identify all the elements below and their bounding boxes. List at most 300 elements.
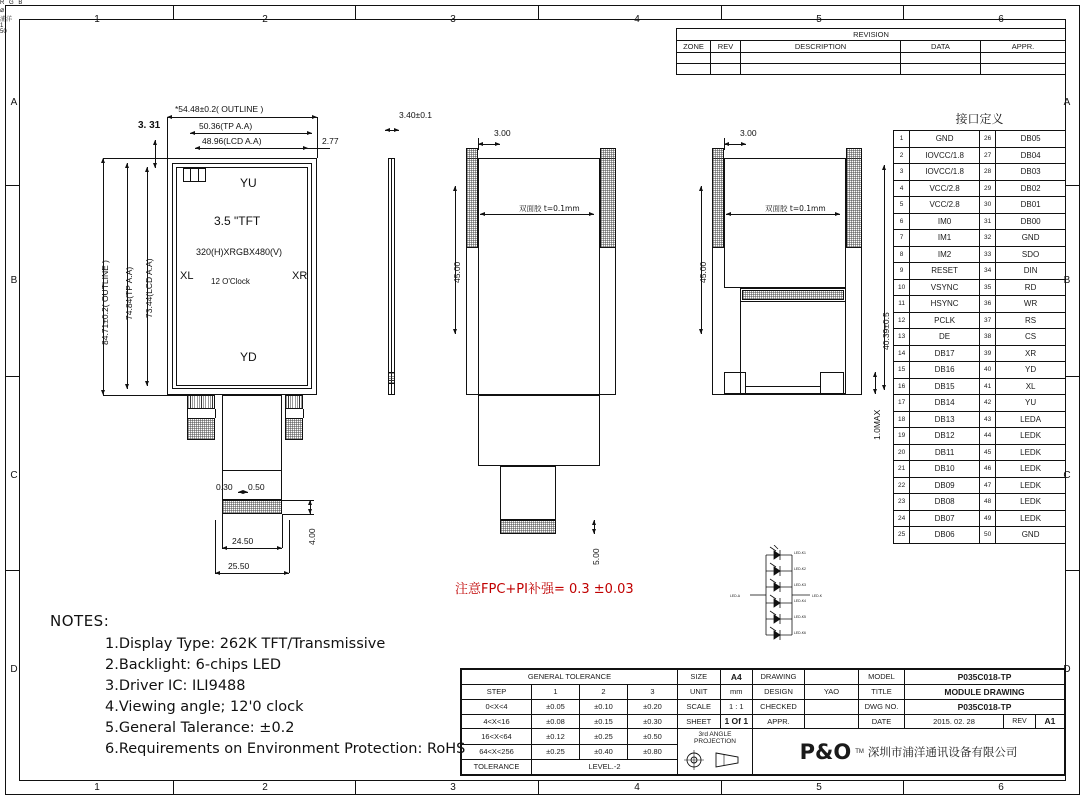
dim-fpc-pitch-symbol: ⌀ (0, 7, 5, 14)
pin-number: 29 (979, 180, 995, 197)
front-panel-title: 3.5 "TFT (214, 214, 261, 228)
dim-back2-tape-note-line (726, 214, 840, 215)
pin-name: DB17 (910, 345, 980, 362)
pin-name: YD (996, 362, 1066, 379)
tb-tol-val: ±0.25 (580, 729, 628, 744)
dim-back2-max-line (875, 372, 876, 394)
pin-number: 30 (979, 197, 995, 214)
zone-right-a: A (1063, 97, 1071, 108)
zone-bottom-3: 3 (450, 782, 456, 793)
pin-name: DB10 (910, 461, 980, 478)
pin-number: 41 (979, 378, 995, 395)
dim-back2-max: 1.0MAX (872, 409, 882, 440)
table-row (894, 494, 1066, 511)
projection-symbol (680, 749, 750, 773)
dim-back1-height: 45.00 (452, 261, 462, 283)
front-tail-edge (285, 409, 286, 418)
zone-bottom-4: 4 (634, 782, 640, 793)
dim-tp-aa-height: 74.84(TP A.A) (124, 266, 134, 320)
pin-name: DB00 (996, 213, 1066, 230)
pin-number: 34 (979, 263, 995, 280)
pin-name: DB01 (996, 197, 1066, 214)
pin-name: DE (910, 329, 980, 346)
revision-cell (741, 53, 901, 64)
tb-drawing-label: DRAWING (753, 670, 805, 685)
company-name: 深圳市浦洋通讯设备有限公司 (867, 744, 1018, 759)
pin-name: DB05 (996, 131, 1066, 148)
pin-number: 21 (894, 461, 910, 478)
revision-header-data: DATA (901, 41, 981, 53)
tb-unit-value: mm (720, 684, 753, 699)
table-row (894, 296, 1066, 313)
tb-tol-val: ±0.15 (580, 714, 628, 729)
ext-line (478, 138, 479, 150)
table-row (894, 246, 1066, 263)
back2-tape-left (712, 148, 724, 248)
table-row (894, 395, 1066, 412)
back2-connector-pins (742, 290, 844, 300)
pin-table-caption: 接口定义 (955, 112, 1004, 126)
dim-back2-height-line (701, 186, 702, 334)
back1-inner-panel (478, 158, 600, 396)
table-row (894, 230, 1066, 247)
pin-name: IM0 (910, 213, 980, 230)
revision-title: REVISION (677, 29, 1066, 41)
tb-tol-val: ±0.12 (532, 729, 580, 744)
dim-fpc-w2-line (215, 573, 289, 574)
revision-cell (711, 64, 741, 75)
front-rgb-pin-block (183, 168, 206, 182)
frame-tick (903, 5, 904, 19)
pin-name: LEDK (996, 494, 1066, 511)
tb-design-value: YAO (805, 684, 859, 699)
pin-number: 2 (894, 147, 910, 164)
zone-bottom-5: 5 (816, 782, 822, 793)
pin-name: VCC/2.8 (910, 180, 980, 197)
dim-tp-aa-width: 50.36(TP A.A) (199, 121, 253, 131)
pin-name: GND (996, 230, 1066, 247)
dim-tp-aa-width-line (190, 133, 312, 134)
notes-heading: NOTES: (50, 612, 110, 630)
pin-name: DB03 (996, 164, 1066, 181)
dim-lcd-aa-width-line (195, 148, 308, 149)
tb-size-label: SIZE (678, 670, 721, 685)
interface-definition-table (893, 110, 1066, 544)
svg-text:LED-K1: LED-K1 (794, 551, 806, 555)
zone-top-5: 5 (816, 14, 822, 25)
svg-text:LED-K: LED-K (812, 594, 822, 598)
back1-tape-right (600, 148, 616, 248)
zone-top-2: 2 (262, 14, 268, 25)
pin-name: LEDK (996, 477, 1066, 494)
svg-text:LED-K6: LED-K6 (794, 631, 806, 635)
revision-cell (677, 53, 711, 64)
svg-text:LED-K2: LED-K2 (794, 567, 806, 571)
pin-name: LEDK (996, 461, 1066, 478)
dim-lcd-aa-height: 73.44(LCD A.A) (144, 258, 154, 318)
tb-tol-val: ±0.20 (628, 699, 678, 714)
dim-fpc-pitch-line (238, 492, 248, 493)
front-label-xr: XR (292, 270, 308, 282)
led-chain-svg (730, 545, 850, 655)
tb-appr-value (805, 714, 859, 729)
frame-tick (173, 781, 174, 795)
fpc-reinforcement-note: 注意FPC+PI补强= 0.3 ±0.03 (455, 582, 634, 597)
pin-number: 16 (894, 378, 910, 395)
dim-fpc-height: 4.00 (307, 528, 317, 545)
dim-back1-height-line (455, 186, 456, 334)
pin-name: DB06 (910, 527, 980, 544)
table-row (894, 197, 1066, 214)
back2-tape-note: 双面胶 t=0.1mm (765, 204, 826, 213)
pin-name: SDO (996, 246, 1066, 263)
zone-bottom-1: 1 (94, 782, 100, 793)
pin-name: DB13 (910, 411, 980, 428)
pin-number: 28 (979, 164, 995, 181)
zone-right-d: D (1063, 664, 1071, 675)
pin-number: 19 (894, 428, 910, 445)
pin-number: 24 (894, 510, 910, 527)
table-row (894, 461, 1066, 478)
pin-name: VCC/2.8 (910, 197, 980, 214)
dim-back1-top: 3.00 (494, 128, 511, 138)
dim-back1-top-line (478, 144, 500, 145)
pin-number: 5 (894, 197, 910, 214)
note-item: 4.Viewing angle; 12'0 clock (105, 699, 304, 715)
revision-header-zone: ZONE (677, 41, 711, 53)
pin-number: 45 (979, 444, 995, 461)
svg-text:LED-K4: LED-K4 (794, 599, 806, 603)
pin-number: 12 (894, 312, 910, 329)
pin-name: DIN (996, 263, 1066, 280)
front-tail-edge (303, 409, 304, 418)
ext-line (103, 158, 167, 159)
frame-tick (355, 5, 356, 19)
revision-cell (677, 64, 711, 75)
frame-tick (721, 5, 722, 19)
pin-number: 14 (894, 345, 910, 362)
back2-inner-panel (724, 158, 846, 288)
zone-top-1: 1 (94, 14, 100, 25)
revision-header-description: DESCRIPTION (741, 41, 901, 53)
ext-line (317, 117, 318, 158)
front-panel-clock: 12 O'Clock (211, 277, 250, 286)
tb-level-value: LEVEL.-2 (532, 759, 678, 774)
pin-number: 43 (979, 411, 995, 428)
pin-number: 36 (979, 296, 995, 313)
back1-tape-note: 双面胶 t=0.1mm (519, 204, 580, 213)
back2-foot-right (820, 372, 844, 394)
tb-step-label: STEP (462, 684, 532, 699)
pin-number: 47 (979, 477, 995, 494)
tb-step-2: 2 (580, 684, 628, 699)
pin-name: VSYNC (910, 279, 980, 296)
zone-bottom-6: 6 (998, 782, 1004, 793)
pin-name: DB14 (910, 395, 980, 412)
revision-header-appr: APPR. (981, 41, 1066, 53)
brand-logo: P&O (799, 739, 852, 764)
front-left-fpc-tail (187, 418, 215, 440)
pin-number: 1 (894, 131, 910, 148)
ext-line (282, 500, 314, 501)
tb-tol-val: ±0.25 (532, 744, 580, 759)
frame-tick (1066, 570, 1080, 571)
pin-number: 39 (979, 345, 995, 362)
revision-cell (901, 64, 981, 75)
ext-line (215, 520, 216, 573)
front-fpc-contact-row (222, 500, 282, 514)
table-row (894, 147, 1066, 164)
dim-outline-width: *54.48±0.2( OUTLINE ) (175, 104, 264, 114)
tb-step-3: 3 (628, 684, 678, 699)
tb-dwg-value: P035C018-TP (905, 699, 1065, 714)
note-item: 3.Driver IC: ILI9488 (105, 678, 246, 694)
pin-number: 46 (979, 461, 995, 478)
tb-tol-range-3: 16<X<64 (462, 729, 532, 744)
pin-name: DB02 (996, 180, 1066, 197)
front-panel-resolution: 320(H)XRGBX480(V) (196, 247, 283, 257)
ext-line (167, 117, 168, 158)
pin-number: 50 (979, 527, 995, 544)
revision-cell (711, 53, 741, 64)
pin-number: 49 (979, 510, 995, 527)
pin-name: DB04 (996, 147, 1066, 164)
pin-name: LEDK (996, 444, 1066, 461)
tb-sheet-value: 1 Of 1 (720, 714, 753, 729)
tb-tolerance-label: TOLERANCE (462, 759, 532, 774)
ext-line (222, 514, 223, 548)
pin-name: IM1 (910, 230, 980, 247)
tb-tol-val: ±0.80 (628, 744, 678, 759)
dim-back1-bottom-line (594, 520, 595, 534)
front-label-yu: YU (240, 176, 257, 190)
tb-rev-label: REV (1004, 715, 1036, 729)
pin-name: DB09 (910, 477, 980, 494)
tb-title-value: MODULE DRAWING (905, 684, 1065, 699)
frame-tick (1066, 185, 1080, 186)
pin-name: LEDK (996, 428, 1066, 445)
pin-number: 8 (894, 246, 910, 263)
pin-number: 15 (894, 362, 910, 379)
zone-left-d: D (10, 664, 18, 675)
pin-name: WR (996, 296, 1066, 313)
front-tail-edge (215, 409, 216, 418)
pin-number: 33 (979, 246, 995, 263)
pin-name: CS (996, 329, 1066, 346)
tb-unit-label: UNIT (678, 684, 721, 699)
dim-fpc-pitch-1: 0.30 (216, 482, 233, 492)
pin-number: 38 (979, 329, 995, 346)
dim-back1-bottom: 5.00 (591, 548, 601, 565)
tb-size-value: A4 (720, 670, 753, 685)
note-item: 5.General Talerance: ±0.2 (105, 720, 295, 736)
table-row (894, 279, 1066, 296)
pin-name: DB08 (910, 494, 980, 511)
back2-foot-line (746, 386, 820, 387)
pin-name: HSYNC (910, 296, 980, 313)
back1-fpc-body (500, 466, 556, 520)
tb-date-text: 2015. 02. 28 (905, 715, 1004, 729)
svg-text:LED-K3: LED-K3 (794, 583, 806, 587)
pin-number: 18 (894, 411, 910, 428)
tb-projection-cell (678, 729, 753, 775)
front-left-pad (187, 395, 215, 409)
ext-line (289, 520, 290, 573)
tb-general-tolerance-label: GENERAL TOLERANCE (462, 670, 678, 685)
tb-drawing-value (805, 670, 859, 685)
tb-tol-val: ±0.08 (532, 714, 580, 729)
revision-cell (981, 53, 1066, 64)
tb-rev-value: A1 (1044, 716, 1056, 727)
back2-connector-pin1-label: 1 (0, 23, 4, 29)
pin-name: LEDK (996, 510, 1066, 527)
zone-bottom-2: 2 (262, 782, 268, 793)
table-row (894, 411, 1066, 428)
table-row (894, 362, 1066, 379)
tb-scale-label: SCALE (678, 699, 721, 714)
ext-line (103, 395, 187, 396)
pin-number: 17 (894, 395, 910, 412)
back2-foot-left (724, 372, 746, 394)
zone-top-3: 3 (450, 14, 456, 25)
ext-line (724, 138, 725, 150)
svg-text:LED-A: LED-A (730, 594, 740, 598)
frame-tick (5, 570, 19, 571)
dim-back2-right: 40.39±0.5 (881, 312, 891, 350)
zone-left-a: A (10, 97, 18, 108)
pin-number: 3 (894, 164, 910, 181)
pin-name: XR (996, 345, 1066, 362)
pin-number: 9 (894, 263, 910, 280)
dim-right-edge: 2.77 (322, 136, 339, 146)
pin-number: 48 (979, 494, 995, 511)
side-profile-center-line (391, 158, 392, 395)
pin-number: 23 (894, 494, 910, 511)
pin-number: 44 (979, 428, 995, 445)
front-rgb-labels: R G B (0, 0, 24, 6)
dim-top-edge: 3. 31 (138, 120, 161, 131)
pin-name: IM2 (910, 246, 980, 263)
zone-right-b: B (1063, 275, 1071, 286)
tb-dwg-label: DWG NO. (859, 699, 905, 714)
brand-tm: TM (855, 748, 864, 755)
note-item: 6.Requirements on Environment Protection: RoHS (105, 741, 466, 757)
dim-back2-top: 3.00 (740, 128, 757, 138)
tb-model-value: P035C018-TP (905, 670, 1065, 685)
revision-header-rev: REV (711, 41, 741, 53)
back2-tape-right (846, 148, 862, 248)
tb-design-label: DESIGN (753, 684, 805, 699)
pin-number: 7 (894, 230, 910, 247)
pin-number: 20 (894, 444, 910, 461)
frame-tick (173, 5, 174, 19)
back1-bottom-shape (478, 396, 600, 466)
ext-line (308, 148, 330, 149)
dim-side-thickness: 3.40±0.1 (399, 110, 433, 120)
zone-right-c: C (1063, 470, 1071, 481)
tb-date-label: DATE (859, 714, 905, 729)
tb-tol-range-4: 64<X<256 (462, 744, 532, 759)
frame-tick (538, 781, 539, 795)
dim-fpc-w1-line (222, 548, 282, 549)
front-label-yd: YD (240, 350, 257, 364)
revision-cell (981, 64, 1066, 75)
dim-fpc-w1: 24.50 (232, 536, 254, 546)
revision-table (676, 28, 1066, 76)
dim-back2-top-line (724, 144, 746, 145)
svg-text:LED-K5: LED-K5 (794, 615, 806, 619)
pin-name: LEDA (996, 411, 1066, 428)
table-row (894, 345, 1066, 362)
dim-top-edge-line (155, 140, 156, 168)
frame-tick (721, 781, 722, 795)
led-chain-diagram (730, 545, 850, 655)
pin-name: DB12 (910, 428, 980, 445)
tb-scale-value: 1 : 1 (720, 699, 753, 714)
pin-number: 13 (894, 329, 910, 346)
pin-number: 11 (894, 296, 910, 313)
pin-name: XL (996, 378, 1066, 395)
notes-block (50, 612, 465, 760)
table-row (894, 131, 1066, 148)
pin-name: RD (996, 279, 1066, 296)
pin-number: 32 (979, 230, 995, 247)
side-pad-region (388, 372, 395, 384)
pin-number: 31 (979, 213, 995, 230)
pin-number: 6 (894, 213, 910, 230)
frame-tick (355, 781, 356, 795)
table-row (894, 213, 1066, 230)
tb-checked-label: CHECKED (753, 699, 805, 714)
front-rgb-divider (190, 168, 191, 182)
pin-name: DB15 (910, 378, 980, 395)
tb-model-label: MODEL (859, 670, 905, 685)
dim-fpc-w2: 25.50 (228, 561, 250, 571)
pin-name: RS (996, 312, 1066, 329)
table-row (894, 312, 1066, 329)
zone-left-b: B (10, 275, 18, 286)
tb-tol-val: ±0.40 (580, 744, 628, 759)
table-row (894, 263, 1066, 280)
frame-tick (538, 5, 539, 19)
pin-number: 25 (894, 527, 910, 544)
back1-tape-left (466, 148, 478, 248)
tb-appr-label: APPR. (753, 714, 805, 729)
dim-side-thickness-line (385, 130, 399, 131)
pin-number: 26 (979, 131, 995, 148)
pin-name: PCLK (910, 312, 980, 329)
front-tail-edge (187, 409, 188, 418)
back2-connector-pin50-label: 50 (0, 29, 7, 35)
table-row (894, 428, 1066, 445)
zone-left-c: C (10, 470, 18, 481)
pin-number: 27 (979, 147, 995, 164)
front-rgb-divider (198, 168, 199, 182)
table-row (894, 510, 1066, 527)
pin-name: DB16 (910, 362, 980, 379)
tb-tol-val: ±0.50 (628, 729, 678, 744)
dim-fpc-height-line (310, 500, 311, 514)
tb-tol-val: ±0.05 (532, 699, 580, 714)
dim-fpc-pitch-2: 0.50 (248, 482, 265, 492)
dim-back1-tape-note-line (480, 214, 594, 215)
title-block (460, 668, 1066, 776)
pin-number: 35 (979, 279, 995, 296)
revision-cell (741, 64, 901, 75)
front-fpc-fold-line (222, 470, 282, 471)
table-row (894, 180, 1066, 197)
revision-cell (901, 53, 981, 64)
